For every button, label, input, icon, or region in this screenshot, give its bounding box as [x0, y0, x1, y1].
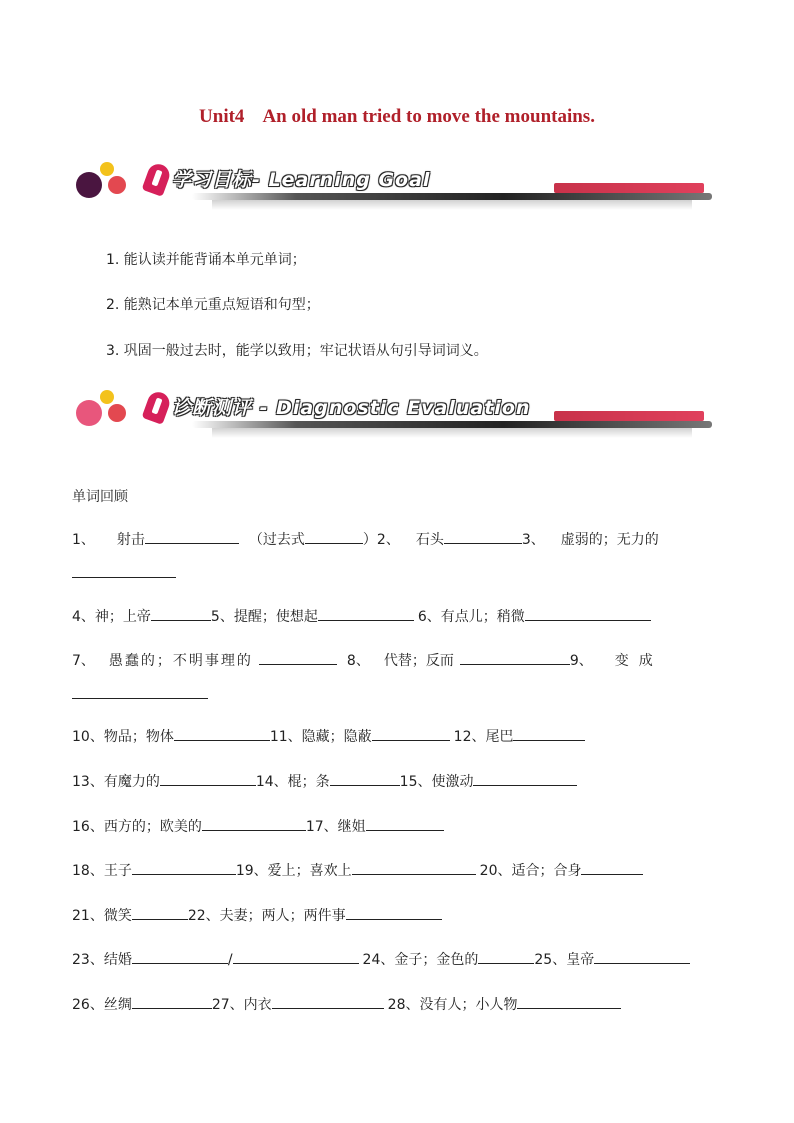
answer-blank[interactable] [72, 576, 176, 578]
answer-blank[interactable] [132, 860, 236, 875]
answer-blank[interactable] [72, 697, 208, 699]
learning-goal-heading: 学习目标- Learning Goal [172, 169, 431, 191]
dot-dark-icon [76, 172, 102, 198]
answer-blank[interactable] [132, 905, 188, 920]
answer-blank[interactable] [259, 650, 337, 665]
diagnostic-heading: 诊断测评 - Diagnostic Evaluation [172, 397, 531, 419]
goal-item-1: 1. 能认读并能背诵本单元单词； [106, 252, 306, 268]
answer-blank[interactable] [202, 816, 306, 831]
vocab-line-4: 10、物品；物体 11、隐藏；隐蔽 12、尾巴 [72, 726, 722, 746]
answer-blank[interactable] [594, 949, 690, 964]
answer-blank[interactable] [272, 994, 384, 1009]
page-title [0, 106, 794, 128]
answer-blank[interactable] [132, 994, 212, 1009]
diagnostic-banner [72, 388, 712, 440]
dot-yellow-icon [100, 162, 114, 176]
vocab-line-5: 13、有魔力的 14、棍；条 15、使激动 [72, 771, 722, 791]
answer-blank[interactable] [581, 860, 643, 875]
answer-blank[interactable] [132, 949, 228, 964]
unit-title-text: An old man tried to move the mountains. [262, 106, 595, 127]
vocab-line-9: 23、结婚 / 24、金子；金色的 25、皇帝 [72, 949, 722, 969]
answer-blank[interactable] [366, 816, 444, 831]
answer-blank[interactable] [513, 726, 585, 741]
vocab-line-6: 16、西方的；欧美的 17、继姐 [72, 816, 722, 836]
answer-blank[interactable] [174, 726, 270, 741]
answer-blank[interactable] [160, 771, 256, 786]
answer-blank[interactable] [352, 860, 476, 875]
answer-blank[interactable] [305, 529, 363, 544]
dot-yellow-icon [100, 390, 114, 404]
answer-blank[interactable] [473, 771, 577, 786]
dot-red-icon [108, 176, 126, 194]
section-label: 单词回顾 [72, 489, 128, 505]
goal-item-2: 2. 能熟记本单元重点短语和句型； [106, 297, 320, 313]
answer-blank[interactable] [517, 994, 621, 1009]
vocab-line-10: 26、丝绸 27、内衣 28、没有人；小人物 [72, 994, 722, 1014]
answer-blank[interactable] [346, 905, 442, 920]
answer-blank[interactable] [372, 726, 450, 741]
goal-item-3: 3. 巩固一般过去时，能学以致用；牢记状语从句引导词词义。 [106, 343, 488, 359]
vocab-line-2: 4、神；上帝 5、提醒；使想起 6、有点儿；稍微 [72, 606, 722, 626]
answer-blank[interactable] [460, 650, 570, 665]
answer-blank[interactable] [233, 949, 359, 964]
vocab-line-3: 7、 愚蠢的；不明事理的 8、 代替；反而 9、 变成 [72, 650, 722, 670]
answer-blank[interactable] [525, 606, 651, 621]
answer-blank[interactable] [478, 949, 534, 964]
answer-blank[interactable] [145, 529, 239, 544]
unit-label: Unit4 [199, 106, 245, 127]
vocab-line-8: 21、微笑 22、夫妻；两人；两件事 [72, 905, 722, 925]
answer-blank[interactable] [151, 606, 211, 621]
vocab-line-1: 1、 射击 （过去式 ）2、 石头 3、 虚弱的；无力的 [72, 529, 722, 549]
answer-blank[interactable] [318, 606, 414, 621]
learning-goal-banner [72, 160, 712, 212]
dot-pink-icon [76, 400, 102, 426]
dot-red-icon [108, 404, 126, 422]
answer-blank[interactable] [444, 529, 522, 544]
vocab-line-7: 18、王子 19、爱上；喜欢上 20、适合；合身 [72, 860, 722, 880]
answer-blank[interactable] [330, 771, 400, 786]
